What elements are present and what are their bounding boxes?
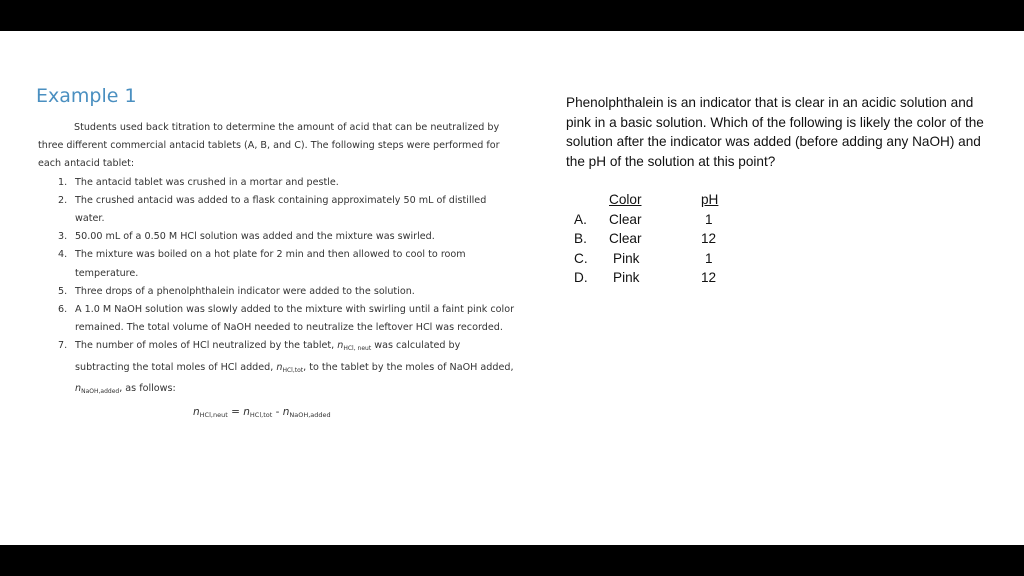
table-row: A. Clear 1 xyxy=(574,211,713,227)
color-column-header: Color xyxy=(609,192,642,208)
intro-paragraph: Students used back titration to determine the amount of acid that can be neutralized by three different commercial antacid tablets (A, B, and C). The following steps were performed for each antacid tablet: xyxy=(38,122,500,170)
example-passage xyxy=(38,119,518,424)
list-item: 1. The antacid tablet was crushed in a mortar and pestle. xyxy=(58,176,339,188)
answer-choices-table xyxy=(566,190,749,288)
table-row: C. Pink 1 xyxy=(574,250,713,266)
steps-list xyxy=(38,174,518,401)
list-item: 6. A 1.0 M NaOH solution was slowly added to the mixture with swirling until a faint pink color remained. The total volume of NaOH needed to neutralize the leftover HCl was recorded. xyxy=(58,304,515,334)
slide-title: Example 1 xyxy=(36,85,137,107)
table-row: D. Pink 12 xyxy=(574,270,717,286)
question-text: Phenolphthalein is an indicator that is clear in an acidic solution and pink in a basic solution. Which of the following is likely the color of the solution after the indicator was added (before adding any NaOH) and the pH of the solution at this point? xyxy=(566,95,984,169)
slide xyxy=(0,31,1024,545)
step-7-text: The number of moles of HCl neutralized by the tablet, $n_{HCl, neut}$ was calculated by subtracting the total moles of HCl added, $n_{HCl,tot}$, to the tablet by the moles of NaOH added, $n_{NaOH,added}$, as follows: xyxy=(75,340,514,395)
table-row: B. Clear 12 xyxy=(574,231,717,247)
list-item: 5. Three drops of a phenolphthalein indicator were added to the solution. xyxy=(58,285,415,297)
list-item: 4. The mixture was boiled on a hot plate for 2 min and then allowed to cool to room temperature. xyxy=(58,249,466,279)
list-item: 2. The crushed antacid was added to a flask containing approximately 50 mL of distilled water. xyxy=(58,194,487,225)
formula: $n_{HCl,neut} = n_{HCl,tot} - n_{NaOH,added}$ xyxy=(193,406,331,420)
table-header-row xyxy=(566,190,749,210)
list-item: 7. The number of moles of HCl neutralized by the tablet, $n_{HCl, neut}$ was calculated by subtracting the total moles of HCl added, $n_{HCl,tot}$, to the tablet by the moles of NaOH added, $n_{NaOH,added}$, as follows: xyxy=(38,337,518,401)
ph-column-header: pH xyxy=(701,192,719,208)
list-item: 3. 50.00 mL of a 0.50 M HCl solution was added and the mixture was swirled. xyxy=(58,231,435,243)
